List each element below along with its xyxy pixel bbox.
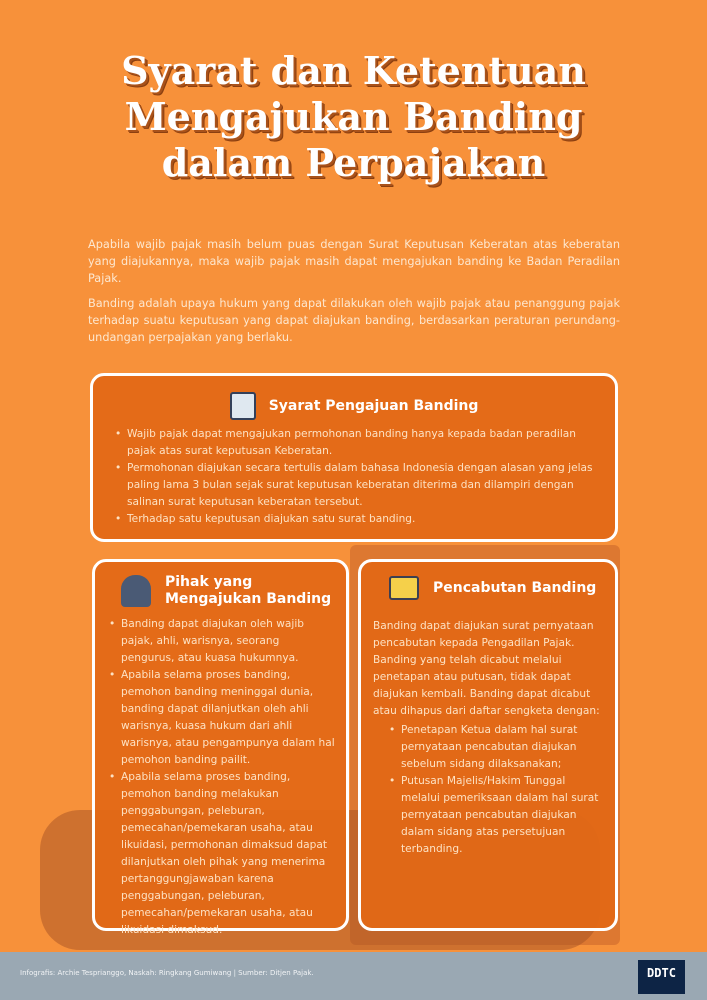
footer-credit: Infografis: Archie Tesprianggo, Naskah: Ringkang Gumiwang | Sumber: Ditjen Pajak. — [20, 969, 314, 977]
syarat-box — [90, 373, 618, 542]
person-icon — [121, 575, 151, 607]
checklist-icon — [230, 392, 256, 420]
title-line: dalam Perpajakan — [161, 140, 546, 185]
pihak-heading-line: Mengajukan Banding — [165, 591, 332, 607]
list-item: • Banding dapat diajukan oleh wajib pajak, ahli, warisnya, seorang pengurus, atau kuasa hukumnya. — [105, 616, 336, 667]
list-item: • Apabila selama proses banding, pemohon banding melakukan penggabungan, peleburan, pemecahan/pemekaran usaha, atau likuidasi, permohonan dimaksud dapat dilanjutkan oleh pihak yang menerima pertanggungjawaban karena penggabungan, peleburan, pemecahan/pemekaran usaha, atau likuidasi dimaksud. — [105, 769, 336, 939]
envelope-icon — [389, 576, 419, 600]
pencabutan-heading: Pencabutan Banding — [433, 580, 597, 596]
intro-paragraph: Apabila wajib pajak masih belum puas dengan Surat Keputusan Keberatan atas keberatan yang diajukannya, maka wajib pajak masih dapat mengajukan banding ke Badan Peradilan Pajak. — [88, 238, 620, 285]
pihak-box — [92, 559, 349, 936]
title-line: Mengajukan Banding — [124, 94, 583, 139]
list-item: • Putusan Majelis/Hakim Tunggal melalui pemeriksaan dalam hal surat pernyataan pencabutan diajukan dalam sidang atas persetujuan terbanding. — [385, 773, 603, 858]
list-item: • Terhadap satu keputusan diajukan satu surat banding. — [111, 511, 597, 528]
syarat-heading: Syarat Pengajuan Banding — [268, 398, 479, 414]
pencabutan-text: Banding dapat diajukan surat pernyataan pencabutan kepada Pengadilan Pajak. Banding yang telah dicabut melalui penetapan atau putusan, tidak dapat diajukan kembali. Banding dapat dicabut atau dihapus dari daftar sengketa dengan: — [373, 620, 600, 717]
title-line: Syarat dan Ketentuan — [121, 48, 586, 93]
list-item: • Apabila selama proses banding, pemohon banding meninggal dunia, banding dapat dilanjutkan oleh ahli warisnya, kuasa hukum dari ahli warisnya, atau pengampunya dalam hal pemohon banding pailit. — [105, 667, 336, 769]
pihak-heading — [165, 574, 331, 608]
pihak-heading-line: Pihak yang — [165, 574, 253, 590]
list-item: • Wajib pajak dapat mengajukan permohonan banding hanya kepada badan peradilan pajak atas surat keputusan Keberatan. — [111, 426, 597, 460]
footer — [0, 952, 707, 1000]
ddtc-logo: DDTC — [638, 960, 685, 994]
list-item: • Permohonan diajukan secara tertulis dalam bahasa Indonesia dengan alasan yang jelas paling lama 3 bulan sejak surat keputusan keberatan diterima dan dilampiri dengan salinan surat keputusan keberatan tersebut. — [111, 460, 597, 511]
intro-paragraph: Banding adalah upaya hukum yang dapat dilakukan oleh wajib pajak atau penanggung pajak terhadap suatu keputusan yang dapat diajukan banding, berdasarkan peraturan perundang-undangan perpajakan yang berlaku. — [88, 297, 620, 344]
list-item: • Penetapan Ketua dalam hal surat pernyataan pencabutan diajukan sebelum sidang dilaksanakan; — [385, 722, 603, 773]
page-title — [0, 48, 707, 186]
pencabutan-box — [358, 559, 618, 931]
